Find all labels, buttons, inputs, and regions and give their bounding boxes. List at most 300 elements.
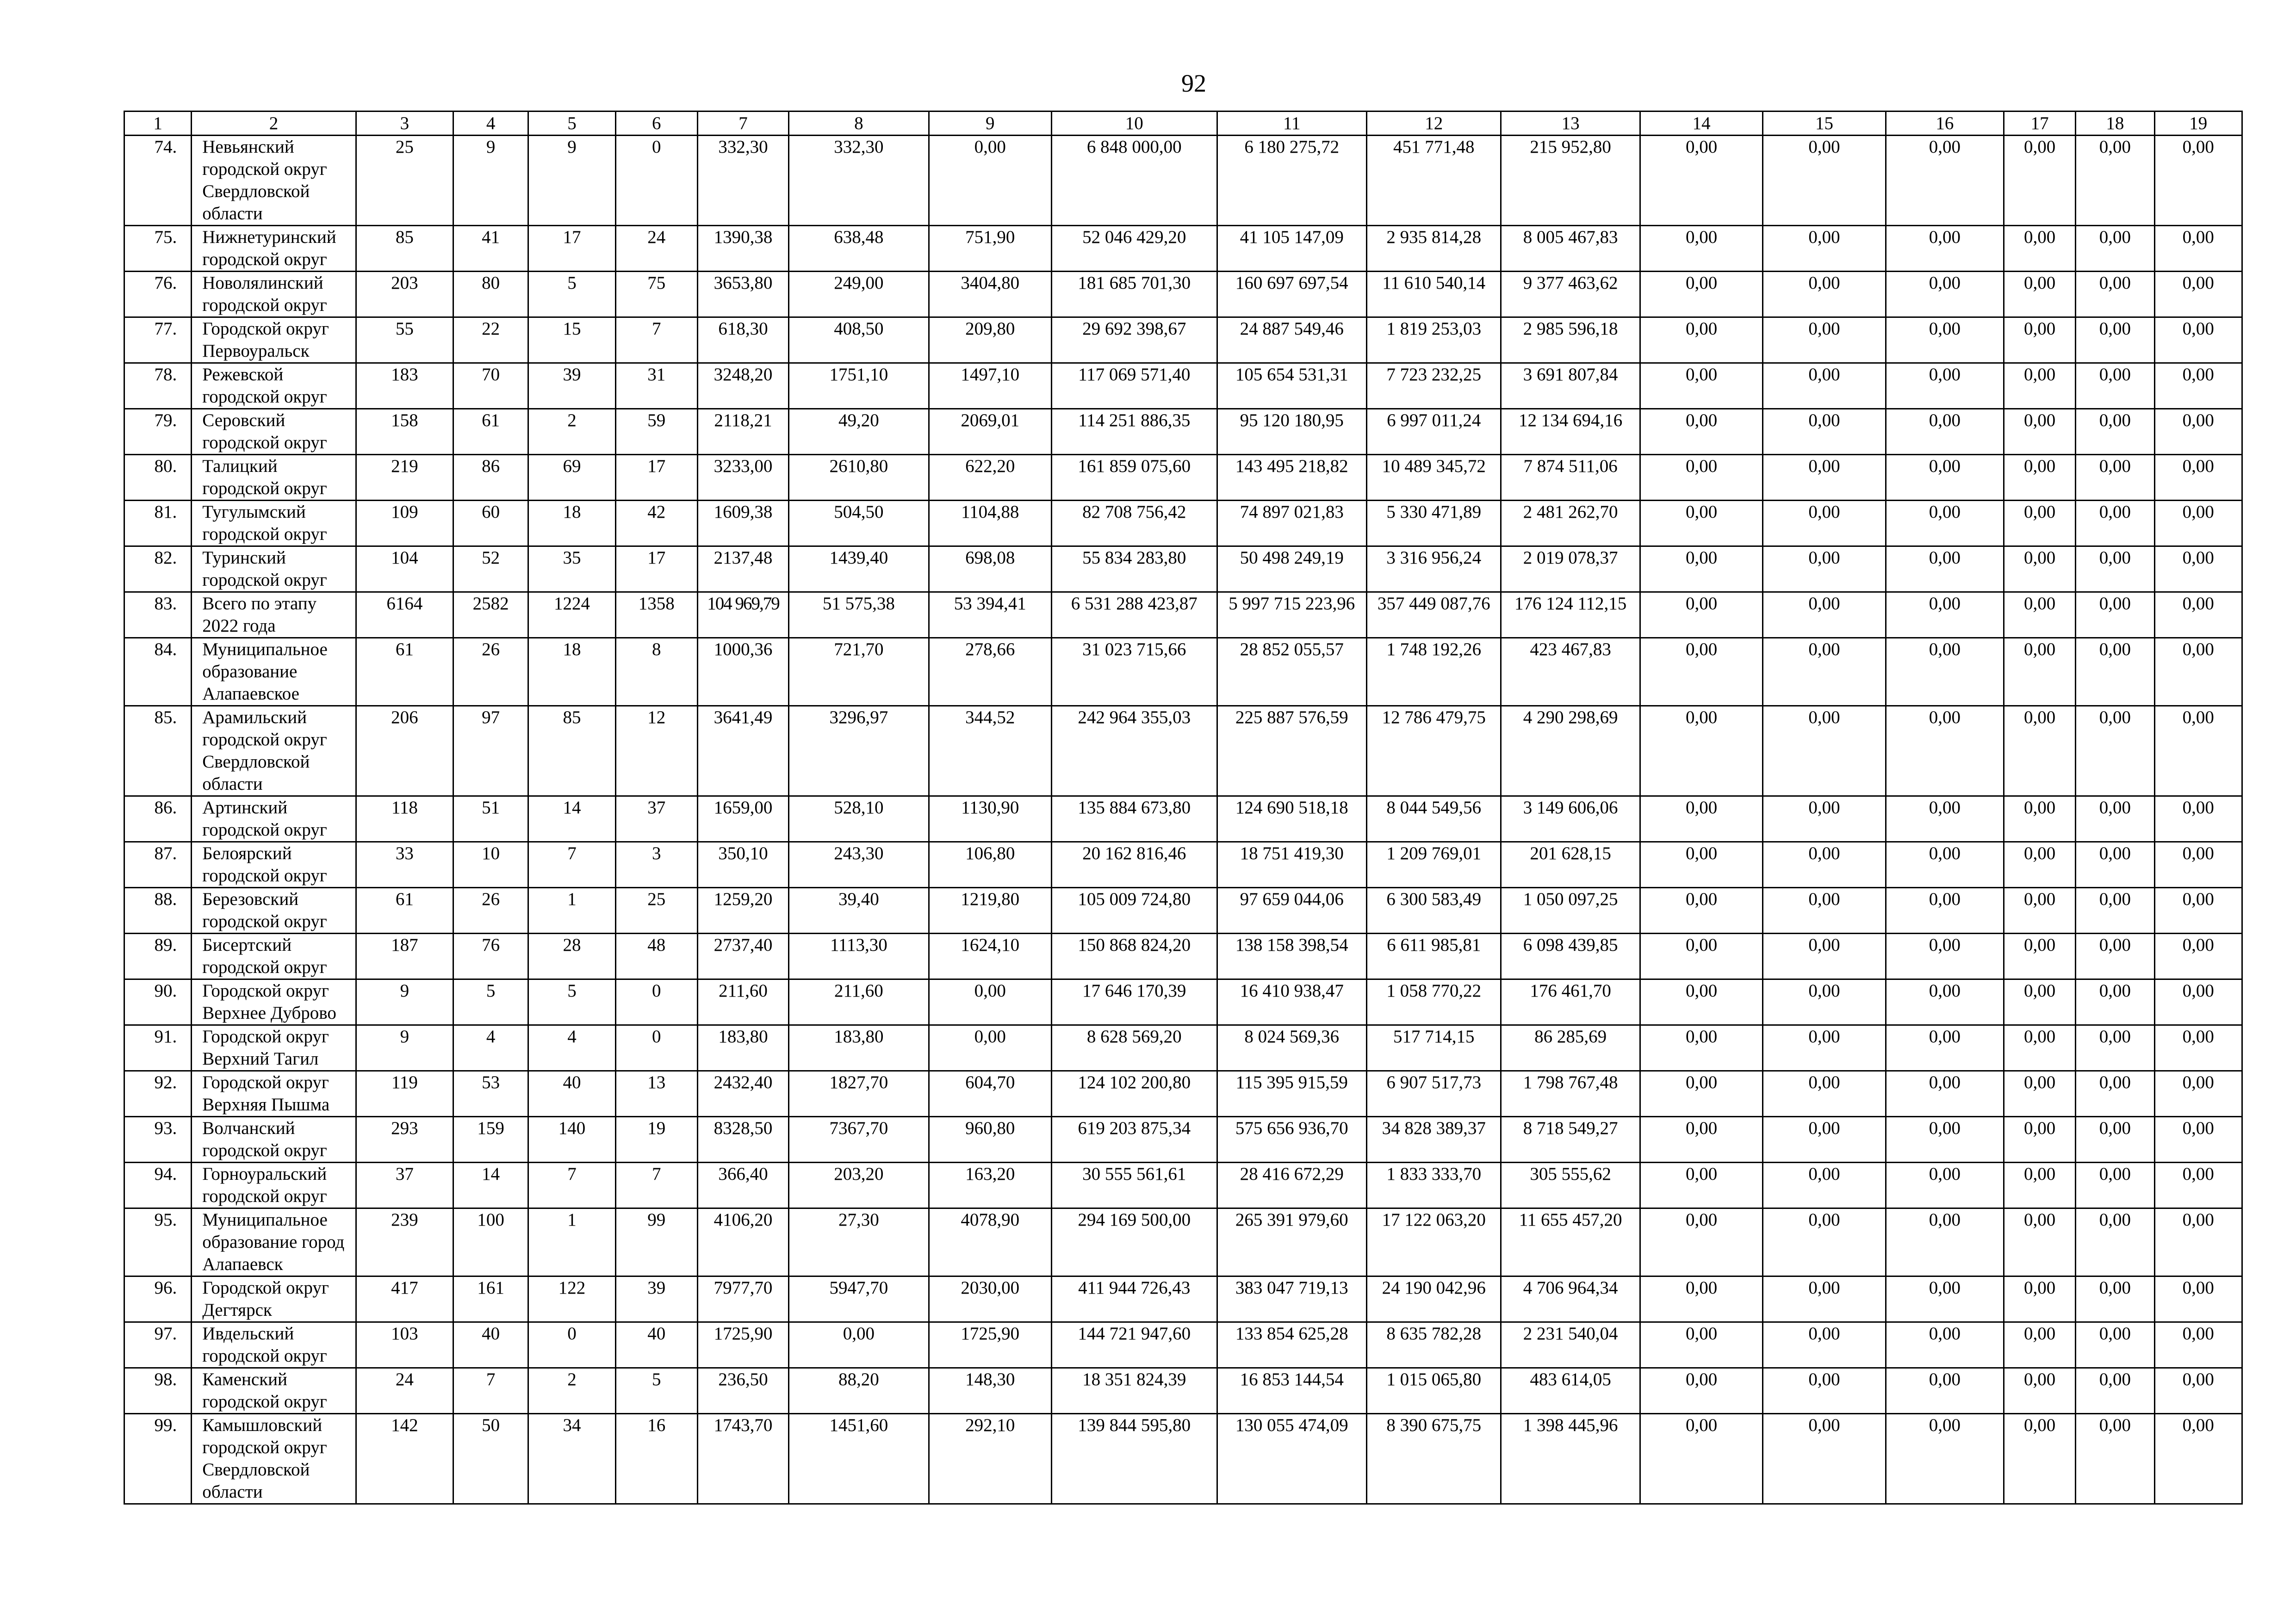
municipality-name-cell: Всего по этапу 2022 года xyxy=(192,592,356,638)
value-cell-19: 0,00 xyxy=(2154,1071,2242,1117)
value-cell-12: 1 058 770,22 xyxy=(1367,979,1501,1025)
value-cell-7: 7977,70 xyxy=(697,1276,788,1322)
column-number-5: 5 xyxy=(528,112,615,136)
value-cell-4: 9 xyxy=(453,136,528,226)
value-cell-13: 2 231 540,04 xyxy=(1501,1322,1640,1368)
column-number-8: 8 xyxy=(789,112,929,136)
value-cell-12: 6 611 985,81 xyxy=(1367,934,1501,979)
value-cell-3: 61 xyxy=(356,638,453,706)
value-cell-7: 2737,40 xyxy=(697,934,788,979)
value-cell-4: 51 xyxy=(453,796,528,842)
value-cell-5: 17 xyxy=(528,226,615,272)
value-cell-17: 0,00 xyxy=(2004,979,2076,1025)
value-cell-9: 0,00 xyxy=(929,136,1051,226)
value-cell-13: 3 691 807,84 xyxy=(1501,363,1640,409)
value-cell-3: 25 xyxy=(356,136,453,226)
value-cell-11: 97 659 044,06 xyxy=(1217,888,1366,934)
value-cell-5: 2 xyxy=(528,1368,615,1414)
value-cell-13: 2 019 078,37 xyxy=(1501,546,1640,592)
municipality-name-cell: Березовский городской округ xyxy=(192,888,356,934)
row-number-cell: 83. xyxy=(124,592,192,638)
value-cell-4: 2582 xyxy=(453,592,528,638)
value-cell-14: 0,00 xyxy=(1640,1025,1762,1071)
value-cell-5: 9 xyxy=(528,136,615,226)
value-cell-15: 0,00 xyxy=(1763,546,1886,592)
municipality-name-cell: Горноуральский городской округ xyxy=(192,1163,356,1208)
value-cell-10: 18 351 824,39 xyxy=(1051,1368,1217,1414)
value-cell-17: 0,00 xyxy=(2004,501,2076,546)
value-cell-9: 604,70 xyxy=(929,1071,1051,1117)
value-cell-3: 187 xyxy=(356,934,453,979)
value-cell-14: 0,00 xyxy=(1640,363,1762,409)
value-cell-17: 0,00 xyxy=(2004,1368,2076,1414)
value-cell-16: 0,00 xyxy=(1886,888,2004,934)
value-cell-10: 105 009 724,80 xyxy=(1051,888,1217,934)
value-cell-12: 357 449 087,76 xyxy=(1367,592,1501,638)
value-cell-16: 0,00 xyxy=(1886,363,2004,409)
value-cell-8: 39,40 xyxy=(789,888,929,934)
value-cell-12: 11 610 540,14 xyxy=(1367,272,1501,317)
value-cell-12: 24 190 042,96 xyxy=(1367,1276,1501,1322)
value-cell-3: 104 xyxy=(356,546,453,592)
value-cell-19: 0,00 xyxy=(2154,1276,2242,1322)
value-cell-4: 22 xyxy=(453,317,528,363)
value-cell-7: 1000,36 xyxy=(697,638,788,706)
value-cell-4: 86 xyxy=(453,455,528,501)
value-cell-18: 0,00 xyxy=(2076,226,2154,272)
value-cell-12: 5 330 471,89 xyxy=(1367,501,1501,546)
row-number-cell: 87. xyxy=(124,842,192,888)
value-cell-4: 80 xyxy=(453,272,528,317)
row-number-cell: 76. xyxy=(124,272,192,317)
value-cell-19: 0,00 xyxy=(2154,1025,2242,1071)
table-row xyxy=(124,317,2242,363)
value-cell-16: 0,00 xyxy=(1886,1368,2004,1414)
value-cell-7: 1743,70 xyxy=(697,1414,788,1504)
value-cell-17: 0,00 xyxy=(2004,272,2076,317)
value-cell-18: 0,00 xyxy=(2076,272,2154,317)
value-cell-8: 2610,80 xyxy=(789,455,929,501)
municipality-name-cell: Нижнетуринский городской округ xyxy=(192,226,356,272)
value-cell-14: 0,00 xyxy=(1640,888,1762,934)
value-cell-3: 119 xyxy=(356,1071,453,1117)
value-cell-11: 24 887 549,46 xyxy=(1217,317,1366,363)
value-cell-15: 0,00 xyxy=(1763,888,1886,934)
table-row xyxy=(124,1414,2242,1504)
value-cell-10: 294 169 500,00 xyxy=(1051,1208,1217,1276)
value-cell-19: 0,00 xyxy=(2154,1414,2242,1504)
value-cell-13: 2 985 596,18 xyxy=(1501,317,1640,363)
column-number-18: 18 xyxy=(2076,112,2154,136)
value-cell-4: 50 xyxy=(453,1414,528,1504)
value-cell-13: 1 050 097,25 xyxy=(1501,888,1640,934)
value-cell-8: 5947,70 xyxy=(789,1276,929,1322)
value-cell-10: 619 203 875,34 xyxy=(1051,1117,1217,1163)
value-cell-9: 751,90 xyxy=(929,226,1051,272)
value-cell-12: 3 316 956,24 xyxy=(1367,546,1501,592)
value-cell-3: 158 xyxy=(356,409,453,455)
value-cell-4: 159 xyxy=(453,1117,528,1163)
value-cell-13: 9 377 463,62 xyxy=(1501,272,1640,317)
value-cell-11: 115 395 915,59 xyxy=(1217,1071,1366,1117)
value-cell-14: 0,00 xyxy=(1640,317,1762,363)
value-cell-15: 0,00 xyxy=(1763,1208,1886,1276)
value-cell-15: 0,00 xyxy=(1763,592,1886,638)
value-cell-16: 0,00 xyxy=(1886,796,2004,842)
value-cell-19: 0,00 xyxy=(2154,706,2242,796)
value-cell-9: 0,00 xyxy=(929,1025,1051,1071)
value-cell-11: 575 656 936,70 xyxy=(1217,1117,1366,1163)
value-cell-19: 0,00 xyxy=(2154,363,2242,409)
municipality-name-cell: Новолялинский городской округ xyxy=(192,272,356,317)
value-cell-17: 0,00 xyxy=(2004,934,2076,979)
row-number-cell: 96. xyxy=(124,1276,192,1322)
value-cell-14: 0,00 xyxy=(1640,455,1762,501)
value-cell-5: 69 xyxy=(528,455,615,501)
value-cell-6: 8 xyxy=(615,638,697,706)
value-cell-13: 12 134 694,16 xyxy=(1501,409,1640,455)
value-cell-19: 0,00 xyxy=(2154,842,2242,888)
value-cell-4: 10 xyxy=(453,842,528,888)
value-cell-17: 0,00 xyxy=(2004,888,2076,934)
value-cell-12: 8 044 549,56 xyxy=(1367,796,1501,842)
value-cell-6: 13 xyxy=(615,1071,697,1117)
value-cell-11: 28 852 055,57 xyxy=(1217,638,1366,706)
column-number-3: 3 xyxy=(356,112,453,136)
municipality-name-cell: Бисертский городской округ xyxy=(192,934,356,979)
value-cell-10: 161 859 075,60 xyxy=(1051,455,1217,501)
value-cell-15: 0,00 xyxy=(1763,501,1886,546)
table-row xyxy=(124,546,2242,592)
row-number-cell: 92. xyxy=(124,1071,192,1117)
row-number-cell: 93. xyxy=(124,1117,192,1163)
value-cell-4: 60 xyxy=(453,501,528,546)
value-cell-15: 0,00 xyxy=(1763,317,1886,363)
value-cell-8: 203,20 xyxy=(789,1163,929,1208)
municipality-name-cell: Городской округ Дегтярск xyxy=(192,1276,356,1322)
value-cell-18: 0,00 xyxy=(2076,888,2154,934)
value-cell-14: 0,00 xyxy=(1640,1322,1762,1368)
value-cell-19: 0,00 xyxy=(2154,455,2242,501)
value-cell-18: 0,00 xyxy=(2076,934,2154,979)
value-cell-6: 24 xyxy=(615,226,697,272)
value-cell-12: 1 015 065,80 xyxy=(1367,1368,1501,1414)
value-cell-6: 40 xyxy=(615,1322,697,1368)
value-cell-11: 105 654 531,31 xyxy=(1217,363,1366,409)
value-cell-8: 1451,60 xyxy=(789,1414,929,1504)
value-cell-18: 0,00 xyxy=(2076,455,2154,501)
table-row xyxy=(124,136,2242,226)
value-cell-13: 483 614,05 xyxy=(1501,1368,1640,1414)
value-cell-13: 7 874 511,06 xyxy=(1501,455,1640,501)
value-cell-9: 53 394,41 xyxy=(929,592,1051,638)
value-cell-16: 0,00 xyxy=(1886,317,2004,363)
value-cell-8: 211,60 xyxy=(789,979,929,1025)
value-cell-18: 0,00 xyxy=(2076,1276,2154,1322)
column-number-1: 1 xyxy=(124,112,192,136)
value-cell-14: 0,00 xyxy=(1640,546,1762,592)
value-cell-8: 249,00 xyxy=(789,272,929,317)
municipality-name-cell: Ивдельский городской округ xyxy=(192,1322,356,1368)
municipality-name-cell: Белоярский городской округ xyxy=(192,842,356,888)
value-cell-11: 18 751 419,30 xyxy=(1217,842,1366,888)
value-cell-10: 30 555 561,61 xyxy=(1051,1163,1217,1208)
value-cell-8: 243,30 xyxy=(789,842,929,888)
value-cell-4: 4 xyxy=(453,1025,528,1071)
value-cell-12: 2 935 814,28 xyxy=(1367,226,1501,272)
value-cell-12: 451 771,48 xyxy=(1367,136,1501,226)
value-cell-18: 0,00 xyxy=(2076,796,2154,842)
value-cell-7: 1609,38 xyxy=(697,501,788,546)
table-row xyxy=(124,272,2242,317)
value-cell-19: 0,00 xyxy=(2154,1208,2242,1276)
row-number-cell: 78. xyxy=(124,363,192,409)
value-cell-18: 0,00 xyxy=(2076,1368,2154,1414)
value-cell-14: 0,00 xyxy=(1640,1276,1762,1322)
value-cell-15: 0,00 xyxy=(1763,1117,1886,1163)
value-cell-15: 0,00 xyxy=(1763,409,1886,455)
value-cell-17: 0,00 xyxy=(2004,1208,2076,1276)
value-cell-17: 0,00 xyxy=(2004,226,2076,272)
value-cell-5: 122 xyxy=(528,1276,615,1322)
value-cell-16: 0,00 xyxy=(1886,455,2004,501)
value-cell-7: 4106,20 xyxy=(697,1208,788,1276)
value-cell-17: 0,00 xyxy=(2004,706,2076,796)
value-cell-7: 1659,00 xyxy=(697,796,788,842)
value-cell-8: 3296,97 xyxy=(789,706,929,796)
value-cell-9: 1219,80 xyxy=(929,888,1051,934)
value-cell-18: 0,00 xyxy=(2076,363,2154,409)
value-cell-15: 0,00 xyxy=(1763,1071,1886,1117)
value-cell-7: 1259,20 xyxy=(697,888,788,934)
value-cell-14: 0,00 xyxy=(1640,1208,1762,1276)
value-cell-11: 50 498 249,19 xyxy=(1217,546,1366,592)
column-number-17: 17 xyxy=(2004,112,2076,136)
value-cell-6: 1358 xyxy=(615,592,697,638)
value-cell-11: 16 410 938,47 xyxy=(1217,979,1366,1025)
value-cell-7: 366,40 xyxy=(697,1163,788,1208)
value-cell-18: 0,00 xyxy=(2076,1025,2154,1071)
value-cell-7: 332,30 xyxy=(697,136,788,226)
value-cell-16: 0,00 xyxy=(1886,272,2004,317)
value-cell-5: 34 xyxy=(528,1414,615,1504)
value-cell-19: 0,00 xyxy=(2154,136,2242,226)
value-cell-7: 183,80 xyxy=(697,1025,788,1071)
value-cell-8: 408,50 xyxy=(789,317,929,363)
value-cell-16: 0,00 xyxy=(1886,1414,2004,1504)
value-cell-17: 0,00 xyxy=(2004,317,2076,363)
row-number-cell: 74. xyxy=(124,136,192,226)
value-cell-7: 3653,80 xyxy=(697,272,788,317)
value-cell-14: 0,00 xyxy=(1640,501,1762,546)
value-cell-15: 0,00 xyxy=(1763,706,1886,796)
value-cell-17: 0,00 xyxy=(2004,136,2076,226)
value-cell-11: 5 997 715 223,96 xyxy=(1217,592,1366,638)
value-cell-6: 5 xyxy=(615,1368,697,1414)
column-number-16: 16 xyxy=(1886,112,2004,136)
value-cell-6: 39 xyxy=(615,1276,697,1322)
value-cell-14: 0,00 xyxy=(1640,409,1762,455)
row-number-cell: 94. xyxy=(124,1163,192,1208)
row-number-cell: 91. xyxy=(124,1025,192,1071)
table-row xyxy=(124,842,2242,888)
value-cell-11: 130 055 474,09 xyxy=(1217,1414,1366,1504)
value-cell-6: 12 xyxy=(615,706,697,796)
value-cell-7: 3641,49 xyxy=(697,706,788,796)
value-cell-12: 7 723 232,25 xyxy=(1367,363,1501,409)
value-cell-15: 0,00 xyxy=(1763,136,1886,226)
value-cell-18: 0,00 xyxy=(2076,706,2154,796)
value-cell-12: 17 122 063,20 xyxy=(1367,1208,1501,1276)
value-cell-9: 698,08 xyxy=(929,546,1051,592)
value-cell-11: 265 391 979,60 xyxy=(1217,1208,1366,1276)
column-number-4: 4 xyxy=(453,112,528,136)
value-cell-6: 16 xyxy=(615,1414,697,1504)
value-cell-3: 55 xyxy=(356,317,453,363)
value-cell-7: 236,50 xyxy=(697,1368,788,1414)
table-row xyxy=(124,1163,2242,1208)
value-cell-9: 106,80 xyxy=(929,842,1051,888)
value-cell-10: 135 884 673,80 xyxy=(1051,796,1217,842)
value-cell-6: 25 xyxy=(615,888,697,934)
value-cell-4: 70 xyxy=(453,363,528,409)
value-cell-7: 350,10 xyxy=(697,842,788,888)
municipality-name-cell: Муниципальное образование город Алапаевск xyxy=(192,1208,356,1276)
value-cell-13: 4 290 298,69 xyxy=(1501,706,1640,796)
value-cell-13: 6 098 439,85 xyxy=(1501,934,1640,979)
value-cell-8: 183,80 xyxy=(789,1025,929,1071)
value-cell-4: 26 xyxy=(453,638,528,706)
municipality-name-cell: Городской округ Верхнее Дуброво xyxy=(192,979,356,1025)
value-cell-9: 1624,10 xyxy=(929,934,1051,979)
value-cell-7: 618,30 xyxy=(697,317,788,363)
value-cell-13: 176 124 112,15 xyxy=(1501,592,1640,638)
value-cell-3: 24 xyxy=(356,1368,453,1414)
value-cell-4: 61 xyxy=(453,409,528,455)
value-cell-7: 3248,20 xyxy=(697,363,788,409)
value-cell-17: 0,00 xyxy=(2004,1276,2076,1322)
value-cell-15: 0,00 xyxy=(1763,979,1886,1025)
value-cell-9: 622,20 xyxy=(929,455,1051,501)
value-cell-5: 18 xyxy=(528,638,615,706)
value-cell-12: 34 828 389,37 xyxy=(1367,1117,1501,1163)
value-cell-17: 0,00 xyxy=(2004,1163,2076,1208)
value-cell-17: 0,00 xyxy=(2004,1322,2076,1368)
value-cell-3: 33 xyxy=(356,842,453,888)
value-cell-11: 41 105 147,09 xyxy=(1217,226,1366,272)
value-cell-15: 0,00 xyxy=(1763,1322,1886,1368)
value-cell-6: 31 xyxy=(615,363,697,409)
value-cell-8: 1827,70 xyxy=(789,1071,929,1117)
value-cell-3: 103 xyxy=(356,1322,453,1368)
column-number-15: 15 xyxy=(1763,112,1886,136)
value-cell-11: 6 180 275,72 xyxy=(1217,136,1366,226)
value-cell-19: 0,00 xyxy=(2154,1322,2242,1368)
value-cell-8: 721,70 xyxy=(789,638,929,706)
value-cell-3: 142 xyxy=(356,1414,453,1504)
value-cell-16: 0,00 xyxy=(1886,979,2004,1025)
value-cell-8: 51 575,38 xyxy=(789,592,929,638)
value-cell-10: 139 844 595,80 xyxy=(1051,1414,1217,1504)
table-row xyxy=(124,1208,2242,1276)
value-cell-14: 0,00 xyxy=(1640,934,1762,979)
value-cell-3: 37 xyxy=(356,1163,453,1208)
value-cell-6: 59 xyxy=(615,409,697,455)
value-cell-11: 95 120 180,95 xyxy=(1217,409,1366,455)
value-cell-5: 4 xyxy=(528,1025,615,1071)
row-number-cell: 98. xyxy=(124,1368,192,1414)
row-number-cell: 79. xyxy=(124,409,192,455)
row-number-cell: 82. xyxy=(124,546,192,592)
value-cell-14: 0,00 xyxy=(1640,226,1762,272)
value-cell-11: 383 047 719,13 xyxy=(1217,1276,1366,1322)
value-cell-6: 17 xyxy=(615,546,697,592)
value-cell-11: 143 495 218,82 xyxy=(1217,455,1366,501)
value-cell-7: 2137,48 xyxy=(697,546,788,592)
value-cell-15: 0,00 xyxy=(1763,934,1886,979)
value-cell-6: 99 xyxy=(615,1208,697,1276)
value-cell-17: 0,00 xyxy=(2004,842,2076,888)
table-row xyxy=(124,1276,2242,1322)
municipality-name-cell: Серовский городской округ xyxy=(192,409,356,455)
table-row xyxy=(124,455,2242,501)
column-number-10: 10 xyxy=(1051,112,1217,136)
value-cell-4: 53 xyxy=(453,1071,528,1117)
value-cell-16: 0,00 xyxy=(1886,706,2004,796)
value-cell-10: 242 964 355,03 xyxy=(1051,706,1217,796)
value-cell-19: 0,00 xyxy=(2154,888,2242,934)
value-cell-3: 61 xyxy=(356,888,453,934)
value-cell-19: 0,00 xyxy=(2154,409,2242,455)
value-cell-9: 3404,80 xyxy=(929,272,1051,317)
value-cell-17: 0,00 xyxy=(2004,796,2076,842)
value-cell-16: 0,00 xyxy=(1886,1322,2004,1368)
municipality-name-cell: Городской округ Верхняя Пышма xyxy=(192,1071,356,1117)
value-cell-14: 0,00 xyxy=(1640,1163,1762,1208)
value-cell-5: 7 xyxy=(528,1163,615,1208)
value-cell-6: 3 xyxy=(615,842,697,888)
value-cell-12: 1 209 769,01 xyxy=(1367,842,1501,888)
value-cell-14: 0,00 xyxy=(1640,796,1762,842)
value-cell-3: 417 xyxy=(356,1276,453,1322)
value-cell-15: 0,00 xyxy=(1763,796,1886,842)
value-cell-5: 7 xyxy=(528,842,615,888)
value-cell-4: 7 xyxy=(453,1368,528,1414)
value-cell-8: 504,50 xyxy=(789,501,929,546)
value-cell-14: 0,00 xyxy=(1640,1368,1762,1414)
value-cell-5: 35 xyxy=(528,546,615,592)
municipality-name-cell: Муниципальное образование Алапаевское xyxy=(192,638,356,706)
value-cell-18: 0,00 xyxy=(2076,638,2154,706)
table-row xyxy=(124,1071,2242,1117)
value-cell-17: 0,00 xyxy=(2004,546,2076,592)
municipality-name-cell: Невьянский городской округ Свердловской области xyxy=(192,136,356,226)
value-cell-9: 4078,90 xyxy=(929,1208,1051,1276)
value-cell-9: 292,10 xyxy=(929,1414,1051,1504)
table-row xyxy=(124,363,2242,409)
value-cell-9: 0,00 xyxy=(929,979,1051,1025)
value-cell-3: 293 xyxy=(356,1117,453,1163)
value-cell-10: 8 628 569,20 xyxy=(1051,1025,1217,1071)
value-cell-10: 6 848 000,00 xyxy=(1051,136,1217,226)
value-cell-8: 1751,10 xyxy=(789,363,929,409)
value-cell-11: 74 897 021,83 xyxy=(1217,501,1366,546)
value-cell-12: 10 489 345,72 xyxy=(1367,455,1501,501)
value-cell-4: 161 xyxy=(453,1276,528,1322)
value-cell-10: 29 692 398,67 xyxy=(1051,317,1217,363)
value-cell-12: 8 390 675,75 xyxy=(1367,1414,1501,1504)
value-cell-5: 85 xyxy=(528,706,615,796)
